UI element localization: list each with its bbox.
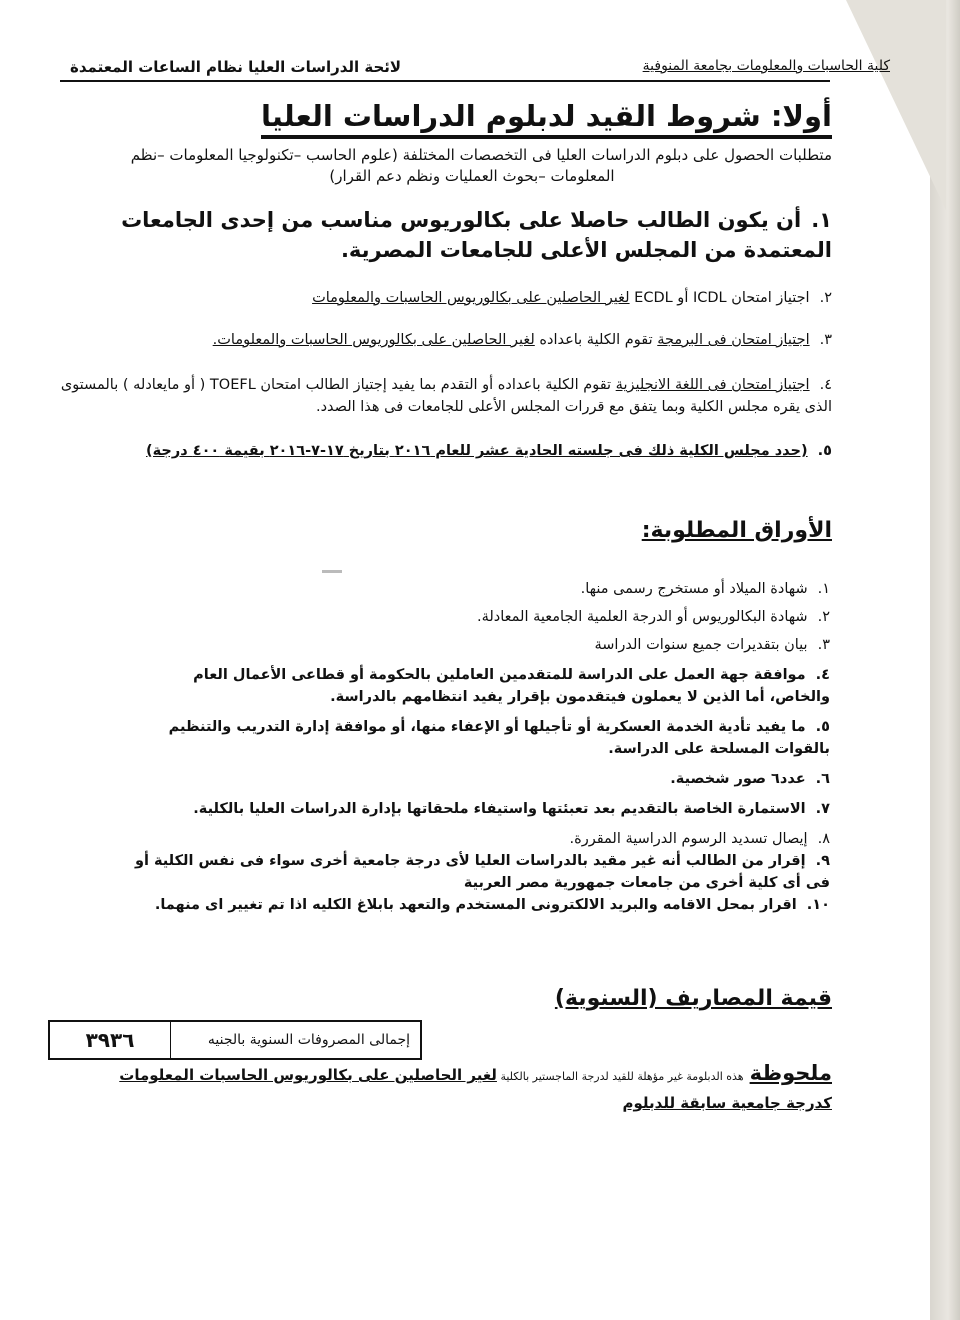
documents-list (130, 578, 830, 916)
item-text: ما يفيد تأدية الخدمة العسكرية أو تأجيلها أو الإعفاء منها، أو موافقة إدارة التدريب والتنظيم بالقوات المسلحة على الدراسة. (168, 719, 830, 757)
intro-line-1: متطلبات الحصول على دبلوم الدراسات العليا فى التخصصات المختلفة (علوم الحاسب –تكنولوجيا المعلومات –نظم (130, 146, 832, 164)
requirement-item-3 (72, 329, 832, 351)
requirement-item-1 (72, 205, 832, 265)
item-text: اجتياز امتحان ICDL أو ECDL (629, 290, 810, 306)
document-item-5 (130, 716, 830, 760)
fees-table (48, 1020, 422, 1060)
item-text-underlined: اجتياز امتحان فى البرمجة (657, 332, 810, 348)
note (72, 1060, 832, 1116)
note-text-underlined: لغير الحاصلين على بكالوريوس الحاسبات المعلومات كدرجة جامعية سابقة للدبلوم (119, 1066, 832, 1112)
intro-line-2: المعلومات –بحوث العمليات ونظم دعم القرار) (329, 167, 615, 185)
item-text-underlined: (حدد مجلس الكلية ذلك فى جلسته الحادية عشر للعام ٢٠١٦ بتاريخ ١٧-٧-٢٠١٦ بقيمة ٤٠٠ درجة) (146, 443, 808, 459)
item-number: ٤. (819, 377, 832, 393)
item-number: ٤. (815, 667, 830, 683)
item-number: ٣. (819, 332, 832, 348)
section3-title: قيمة المصاريف (السنوية) (554, 986, 832, 1011)
item-text: إقرار من الطالب أنه غير مقيد بالدراسات العليا لأى درجة جامعية أخرى سواء فى نفس الكلية أو فى أى كلية أخرى من جامعات جمهورية مصر العربية (134, 853, 830, 891)
document-item-2 (130, 606, 830, 628)
header-faculty: كلية الحاسبات والمعلومات بجامعة المنوفية (642, 58, 890, 74)
item-number: ١. (811, 208, 832, 232)
section1-intro (112, 145, 832, 187)
header-divider (60, 80, 830, 82)
fee-value-cell: ٣٩٣٦ (85, 1028, 135, 1052)
document-item-6 (130, 768, 830, 790)
requirement-item-2 (72, 287, 832, 309)
item-text: تقوم الكلية باعداده (534, 332, 658, 348)
item-number: ٢. (819, 290, 832, 306)
document-item-3 (130, 634, 830, 656)
item-text: موافقة جهة العمل على الدراسة للمتقدمين العاملين بالحكومة أو قطاعى الأعمال العام والخاص، أما الذين لا يعملون فيتقدمون بإقرار يفيد انتظامهم بالدراسة. (193, 667, 830, 705)
item-number: ٨. (817, 831, 830, 847)
item-text: إيصال تسديد الرسوم الدراسية المقررة. (569, 831, 808, 847)
item-text: تقوم الكلية باعداده أو التقدم بما يفيد إجتياز الطالب امتحان TOEFL ( أو مايعادله ) بالمستوى الذى يقره مجلس الكلية وبما يتفق مع قررات المجلس الأعلى للجامعات فى هذا الصدد. (60, 377, 832, 415)
item-text: أن يكون الطالب حاصلا على بكالوريوس مناسب من إحدى الجامعات المعتمدة من المجلس الأعلى للجامعات المصرية. (121, 208, 832, 262)
item-number: ٦. (815, 771, 830, 787)
note-label: ملحوظة (749, 1061, 832, 1085)
document-item-1 (130, 578, 830, 600)
item-text: اقرار بمحل الاقامه والبريد الالكترونى المستخدم والتعهد بابلاغ الكليه اذا تم تغيير اى منهما. (154, 897, 797, 913)
item-text-underlined: اجتياز امتحان فى اللغة الانجليزية (615, 377, 810, 393)
header-regulation: لائحة الدراسات العليا نظام الساعات المعتمدة (70, 58, 402, 76)
document-item-8 (130, 828, 830, 850)
item-number: ٣. (817, 637, 830, 653)
section2-title: الأوراق المطلوبة: (641, 518, 832, 543)
document-item-7 (130, 798, 830, 820)
note-text: هذه الدبلومة غير مؤهلة للقيد لدرجة الماجستير بالكلية (496, 1070, 744, 1083)
item-number: ٥. (815, 719, 830, 735)
item-number: ٥. (817, 443, 832, 459)
item-number: ٩. (815, 853, 830, 869)
item-text: عدد٦ صور شخصية. (670, 771, 806, 787)
item-text: شهادة الميلاد أو مستخرج رسمى منها. (580, 581, 808, 597)
document-item-9 (130, 850, 830, 894)
requirement-item-5 (52, 440, 832, 462)
fee-label-cell: إجمالى المصروفات السنوية بالجنيه (170, 1022, 420, 1058)
item-number: ٢. (817, 609, 830, 625)
item-number: ٧. (815, 801, 830, 817)
item-text-underlined: لغير الحاصلين على بكالوريوس الحاسبات والمعلومات. (212, 332, 535, 348)
item-text: الاستمارة الخاصة بالتقديم بعد تعبئتها واستيفاء ملحقاتها بإدارة الدراسات العليا بالكلية. (193, 801, 806, 817)
item-text-underlined: لغير الحاصلين على بكالوريوس الحاسبات والمعلومات (312, 290, 630, 306)
item-text: بيان بتقديرات جميع سنوات الدراسة (594, 637, 808, 653)
item-number: ١٠. (806, 897, 830, 913)
requirement-item-4 (52, 374, 832, 418)
scan-mark (322, 570, 342, 573)
document-item-4 (130, 664, 830, 708)
document-item-10 (130, 894, 830, 916)
section1-title: أولا: شروط القيد لدبلوم الدراسات العليا (261, 100, 832, 139)
item-text: شهادة البكالوريوس أو الدرجة العلمية الجامعية المعادلة. (477, 609, 808, 625)
folded-page-corner (846, 0, 946, 210)
item-number: ١. (817, 581, 830, 597)
